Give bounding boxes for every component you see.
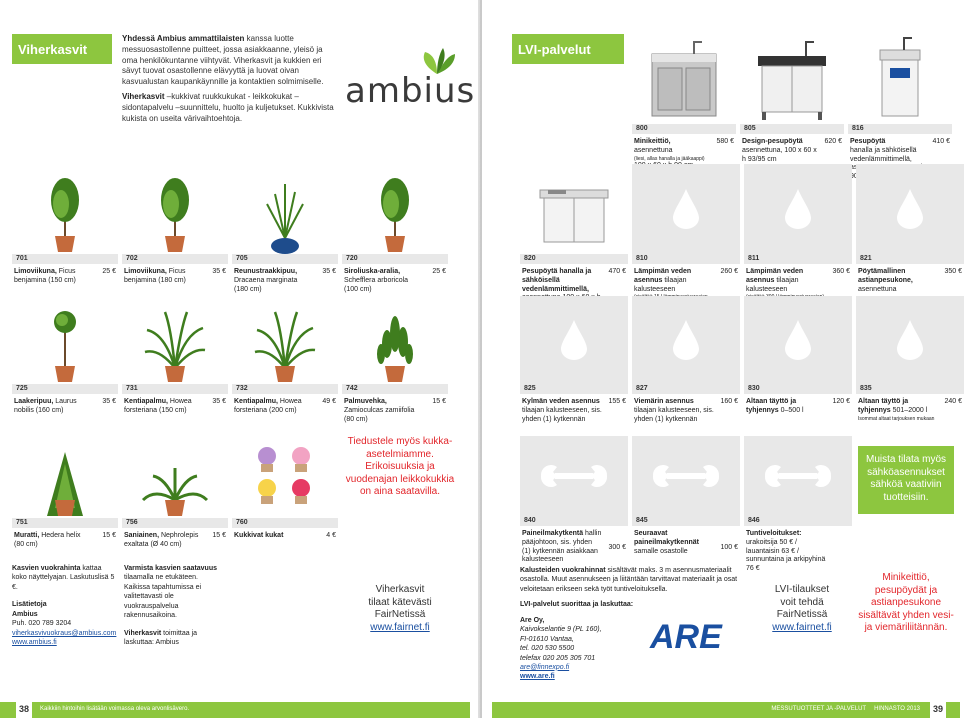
product-price: 410 € — [932, 138, 950, 145]
product-image — [342, 296, 448, 384]
product-text: tilaajan kalusteeseen — [746, 276, 799, 293]
product-latin: Zamioculcas zamiifolia (80 cm) — [344, 406, 415, 423]
product-text: asennettuna — [634, 146, 673, 154]
product-price: 260 € — [720, 268, 738, 275]
product-name: Pesupöytä hanalla ja sähköisellä vedenlämmittimellä, — [522, 268, 592, 293]
product-price: 240 € — [944, 398, 962, 405]
product-number: 725 — [12, 384, 118, 394]
product-card-810 — [632, 164, 740, 314]
product-card-742 — [342, 296, 448, 422]
are-logo-text: ARE — [650, 618, 722, 656]
furniture-rent-bold: Kalusteiden vuokrahinnat — [520, 567, 606, 574]
info-column-1 — [12, 564, 116, 648]
product-price: 470 € — [608, 268, 626, 275]
fairnet-line-2: tilaat kätevästi — [368, 596, 432, 608]
right-footer — [492, 702, 960, 718]
product-name: Seuraavat paineilmakytkennät — [634, 530, 699, 546]
product-name: Tuntiveloitukset: — [746, 530, 802, 537]
product-card-720 — [342, 166, 448, 292]
product-number: 760 — [232, 518, 338, 528]
product-name: Limoviikuna, — [14, 268, 57, 275]
product-image — [856, 164, 964, 254]
lvi-provider-heading: LVI-palvelut suorittaa ja laskuttaa: — [520, 601, 634, 609]
product-image — [342, 166, 448, 254]
rent-price-text: kattaa koko näyttelyajan. Laskutuslisä 5 €. — [12, 565, 115, 591]
intro-text-2: –kukkivat ruukkukukat - leikkokukat –sidontapalvelu –suunnittelu, huolto ja kuljetukset. Kukkivista kukista on useita värivaihtoehtoja. — [122, 91, 334, 123]
product-number: 705 — [232, 254, 338, 264]
fairnet-line-1: Viherkasvit — [375, 584, 425, 595]
product-number: 751 — [12, 518, 118, 528]
product-price: 15 € — [102, 532, 116, 539]
product-image — [232, 296, 338, 384]
product-image — [632, 436, 740, 516]
product-latin: Howea forsteriana (200 cm) — [234, 398, 302, 414]
product-text: tilaajan kalusteeseen, sis. yhden (1) kytkennän — [522, 406, 602, 423]
section-title-lvi: LVI-palvelut — [512, 34, 624, 64]
product-number: 816 — [848, 124, 952, 134]
product-number: 720 — [342, 254, 448, 264]
product-price: 350 € — [944, 268, 962, 275]
product-note: (liesi, allas hanalla ja jääkaappi) — [634, 155, 705, 162]
product-price: 49 € — [322, 398, 336, 405]
supplier-text: toimittaa ja laskuttaa: Ambius — [124, 629, 198, 647]
product-dimensions: asennettuna, 100 x 60 x h 93/95 cm — [742, 146, 817, 163]
product-price: 4 € — [326, 532, 336, 539]
product-price: 15 € — [432, 398, 446, 405]
promo-electrical: Muista tilata myös sähköasennukset sähköä vaativiin tuotteisiin. — [858, 446, 954, 514]
product-price: 15 € — [212, 532, 226, 539]
product-name: Minikeittiö, — [634, 138, 671, 145]
product-name: Lämpimän veden asennus — [634, 268, 692, 284]
intro-text — [122, 34, 334, 124]
vat-note: Kaikkiin hintoihin lisätään voimassa oleva arvonlisävero. — [40, 706, 190, 713]
product-card-800 — [632, 34, 736, 164]
product-card-756 — [122, 430, 228, 558]
product-price: 35 € — [102, 398, 116, 405]
product-price: 35 € — [212, 398, 226, 405]
product-name: Kukkivat kukat — [234, 532, 284, 539]
fairnet-line-3: FairNetissä — [374, 609, 426, 620]
product-name: Laakeripuu, — [14, 398, 54, 405]
product-image — [520, 436, 628, 516]
product-price: 300 € — [608, 544, 626, 551]
product-image — [632, 34, 736, 124]
product-image — [848, 34, 952, 124]
product-text: 0–500 l — [778, 406, 804, 414]
product-image — [12, 296, 118, 384]
product-price: 25 € — [102, 268, 116, 275]
product-image — [744, 164, 852, 254]
product-card-725 — [12, 296, 118, 422]
product-note: Isommat altaat tarjouksen mukaan — [858, 415, 935, 422]
product-number: 732 — [232, 384, 338, 394]
supplier-bold: Viherkasvit — [124, 629, 162, 637]
product-description — [744, 530, 852, 574]
promo-flower-arrangements: Tiedustele myös kukka-asetelmiamme. Erikoisuuksia ja vuodenajan leikkokukkia on aina saatavilla. — [345, 436, 455, 497]
product-text: tilaajan kalusteeseen, sis. yhden (1) kytkennän — [634, 406, 714, 423]
furniture-rent-text: sisältävät maks. 3 m asennusmateriaalit osastolla. Muut asennukseen ja liitäntään tarvittavat materiaalit ja osat veloitetaan erikseen sekä työt tuntiveloituksella. — [520, 567, 738, 593]
footer-catalog-name: MESSUTUOTTEET JA -PALVELUT — [771, 706, 867, 713]
provider-web-link[interactable]: www.are.fi — [520, 673, 555, 681]
product-name: Reunustraakkipuu, — [234, 268, 298, 275]
page-number-right: 39 — [930, 702, 946, 718]
product-name: Pesupöytä — [850, 138, 886, 145]
product-card-845 — [632, 436, 740, 562]
ambius-wordmark: ambius — [345, 71, 476, 111]
product-latin: Ficus benjamina (180 cm) — [124, 268, 186, 284]
product-image — [122, 430, 228, 518]
product-price: 360 € — [832, 268, 850, 275]
product-name: Palmuvehka, — [344, 398, 387, 405]
product-price: 155 € — [608, 398, 626, 405]
product-card-811 — [744, 164, 852, 314]
product-price: 160 € — [720, 398, 738, 405]
provider-street: Kaivokselantie 9 (PL 160), — [520, 626, 602, 634]
product-name: Viemärin asennus — [634, 398, 694, 405]
product-price: 25 € — [432, 268, 446, 275]
product-number: 820 — [520, 254, 628, 264]
product-description — [232, 532, 338, 541]
product-card-732 — [232, 296, 338, 422]
product-name: Muratti, — [14, 532, 40, 539]
availability-bold: Varmista kasvien saatavuus — [124, 565, 218, 572]
product-number: 825 — [520, 384, 628, 394]
product-latin: Nephrolepis exaltata (Ø 40 cm) — [124, 532, 199, 548]
product-card-702 — [122, 166, 228, 292]
product-card-705 — [232, 166, 338, 292]
product-name: Design-pesupöytä — [742, 138, 803, 145]
more-info-heading: Lisätietoja — [12, 601, 47, 609]
product-number: 756 — [122, 518, 228, 528]
lvi-fairnet-link[interactable]: www.fairnet.fi — [772, 621, 832, 633]
product-image — [232, 430, 338, 518]
product-name: Saniainen, — [124, 532, 160, 539]
product-text: asennettuna — [858, 285, 897, 293]
product-latin: Schefflera arboricola (100 cm) — [344, 276, 409, 293]
product-number: 805 — [740, 124, 844, 134]
intro-bold-1: Yhdessä Ambius ammattilaisten — [122, 34, 245, 43]
page-number-left: 38 — [16, 702, 32, 718]
lvi-fairnet-line-1: LVI-tilaukset — [774, 584, 830, 595]
provider-phone: tel. 020 530 5500 — [520, 645, 575, 653]
product-price: 580 € — [716, 138, 734, 145]
intro-bold-2: Viherkasvit — [122, 91, 165, 101]
product-text: hallin pääjohtoon, sis. yhden (1) kytkennän asiakkaan kalusteeseen — [522, 530, 602, 564]
product-price: 620 € — [824, 138, 842, 145]
provider-email-link[interactable]: are@finnexpo.fi — [520, 663, 570, 671]
product-number: 742 — [342, 384, 448, 394]
product-card-821 — [856, 164, 964, 314]
are-logo-icon — [646, 616, 726, 656]
fairnet-order-note — [345, 584, 455, 634]
product-card-835 — [856, 296, 964, 436]
product-number: 830 — [744, 384, 852, 394]
info-column-2 — [124, 564, 224, 648]
product-name: Siroliuska-aralia, — [344, 268, 401, 275]
product-latin: Dracaena marginata (180 cm) — [234, 276, 298, 293]
section-title-viherkasvit: Viherkasvit — [12, 34, 112, 64]
product-price: 35 € — [212, 268, 226, 275]
product-text: 501–2000 l — [890, 406, 928, 414]
intro-text-1: kanssa luotte messuosastollenne puitteet, jossa asiakkaanne, yleisö ja oma henkilökuntanne viihtyvät. Viherkasvit ja kukkien eri sävyt tuovat osastollenne elävyyttä ja luovat oivan kasvualustan kaupankäynnille ja kontaktien solmimiselle. — [122, 34, 324, 87]
product-number: 702 — [122, 254, 228, 264]
product-image — [122, 296, 228, 384]
product-card-827 — [632, 296, 740, 436]
product-latin: Laurus nobilis (160 cm) — [14, 398, 77, 414]
product-card-805 — [740, 34, 844, 164]
availability-text: tilaamalla ne etukäteen. Kaikissa tapahtumissa ei valitettavasti ole vuokrauspalvelua rakennusaikoina. — [124, 574, 202, 620]
rent-price-bold: Kasvien vuokrahinta — [12, 565, 81, 572]
left-page — [0, 0, 478, 718]
product-name: Limoviikuna, — [124, 268, 167, 275]
ambius-logo — [345, 46, 476, 111]
product-name: Altaan täyttö ja tyhjennys — [858, 398, 909, 414]
product-text: urakoitsija 50 € / lauantaisin 63 € / sunnuntaina ja arkipyhinä 76 € — [746, 538, 826, 572]
product-price: 35 € — [322, 268, 336, 275]
product-card-701 — [12, 166, 118, 292]
product-card-760 — [232, 430, 338, 558]
lvi-fairnet-note — [752, 584, 852, 634]
product-dimensions: hanalla ja sähköisellä vedenlämmittimellä, 90 — [850, 146, 917, 180]
fairnet-link[interactable]: www.fairnet.fi — [370, 621, 430, 633]
product-number: 846 — [744, 516, 852, 526]
product-latin: Hedera helix (80 cm) — [14, 532, 81, 548]
company-web-link[interactable]: www.ambius.fi — [12, 639, 57, 647]
product-image — [520, 296, 628, 384]
product-number: 731 — [122, 384, 228, 394]
product-name: Altaan täyttö ja tyhjennys — [746, 398, 797, 414]
product-card-816 — [848, 34, 952, 180]
product-price: 100 € — [720, 544, 738, 551]
product-card-846 — [744, 436, 852, 572]
product-name: Paineilmakytkentä — [522, 530, 584, 537]
product-number: 827 — [632, 384, 740, 394]
product-image — [12, 430, 118, 518]
product-number: 835 — [856, 384, 964, 394]
product-card-820 — [520, 164, 628, 314]
lvi-fairnet-line-2: voit tehdä — [780, 596, 824, 608]
left-footer — [0, 702, 470, 718]
product-card-830 — [744, 296, 852, 436]
company-email-link[interactable]: viherkasvivuokraus@ambius.com — [12, 629, 117, 637]
product-number: 845 — [632, 516, 740, 526]
product-image — [744, 296, 852, 384]
product-number: 800 — [632, 124, 736, 134]
company-phone: Puh. 020 789 3204 — [12, 620, 72, 628]
right-page — [482, 0, 960, 718]
product-name: Pöytämallinen astianpesukone, — [858, 268, 913, 284]
product-name: Kentiapalmu, — [124, 398, 168, 405]
product-text: tilaajan kalusteeseen — [634, 276, 687, 293]
lvi-fairnet-line-3: FairNetissä — [776, 609, 828, 620]
product-card-731 — [122, 296, 228, 422]
product-price: 120 € — [832, 398, 850, 405]
product-card-751 — [12, 430, 118, 558]
product-image — [740, 34, 844, 124]
product-image — [520, 164, 628, 254]
product-text: samalle osastolle — [634, 547, 688, 555]
company-name: Ambius — [12, 610, 38, 618]
product-image — [122, 166, 228, 254]
product-image — [632, 296, 740, 384]
footer-year: HINNASTO 2013 — [874, 706, 920, 713]
product-image — [632, 164, 740, 254]
product-latin: Howea forsteriana (150 cm) — [124, 398, 192, 414]
product-image — [12, 166, 118, 254]
product-image — [232, 166, 338, 254]
product-latin: Ficus benjamina (150 cm) — [14, 268, 76, 284]
product-number: 810 — [632, 254, 740, 264]
product-card-825 — [520, 296, 628, 436]
provider-company: Are Oy, — [520, 616, 545, 624]
promo-connections: Minikeittiö, pesupöydät ja astianpesukone sisältävät yhden vesi- ja viemäriliitännän. — [858, 572, 954, 633]
product-name: Kentiapalmu, — [234, 398, 278, 405]
product-card-840 — [520, 436, 628, 562]
product-number: 811 — [744, 254, 852, 264]
product-name: Lämpimän veden asennus — [746, 268, 804, 284]
provider-fax: telefax 020 205 305 701 — [520, 654, 596, 662]
product-number: 840 — [520, 516, 628, 526]
product-image — [856, 296, 964, 384]
product-number: 701 — [12, 254, 118, 264]
provider-city: FI-01610 Vantaa, — [520, 635, 574, 643]
product-name: Kylmän veden asennus — [522, 398, 600, 405]
product-number: 821 — [856, 254, 964, 264]
product-image — [744, 436, 852, 516]
